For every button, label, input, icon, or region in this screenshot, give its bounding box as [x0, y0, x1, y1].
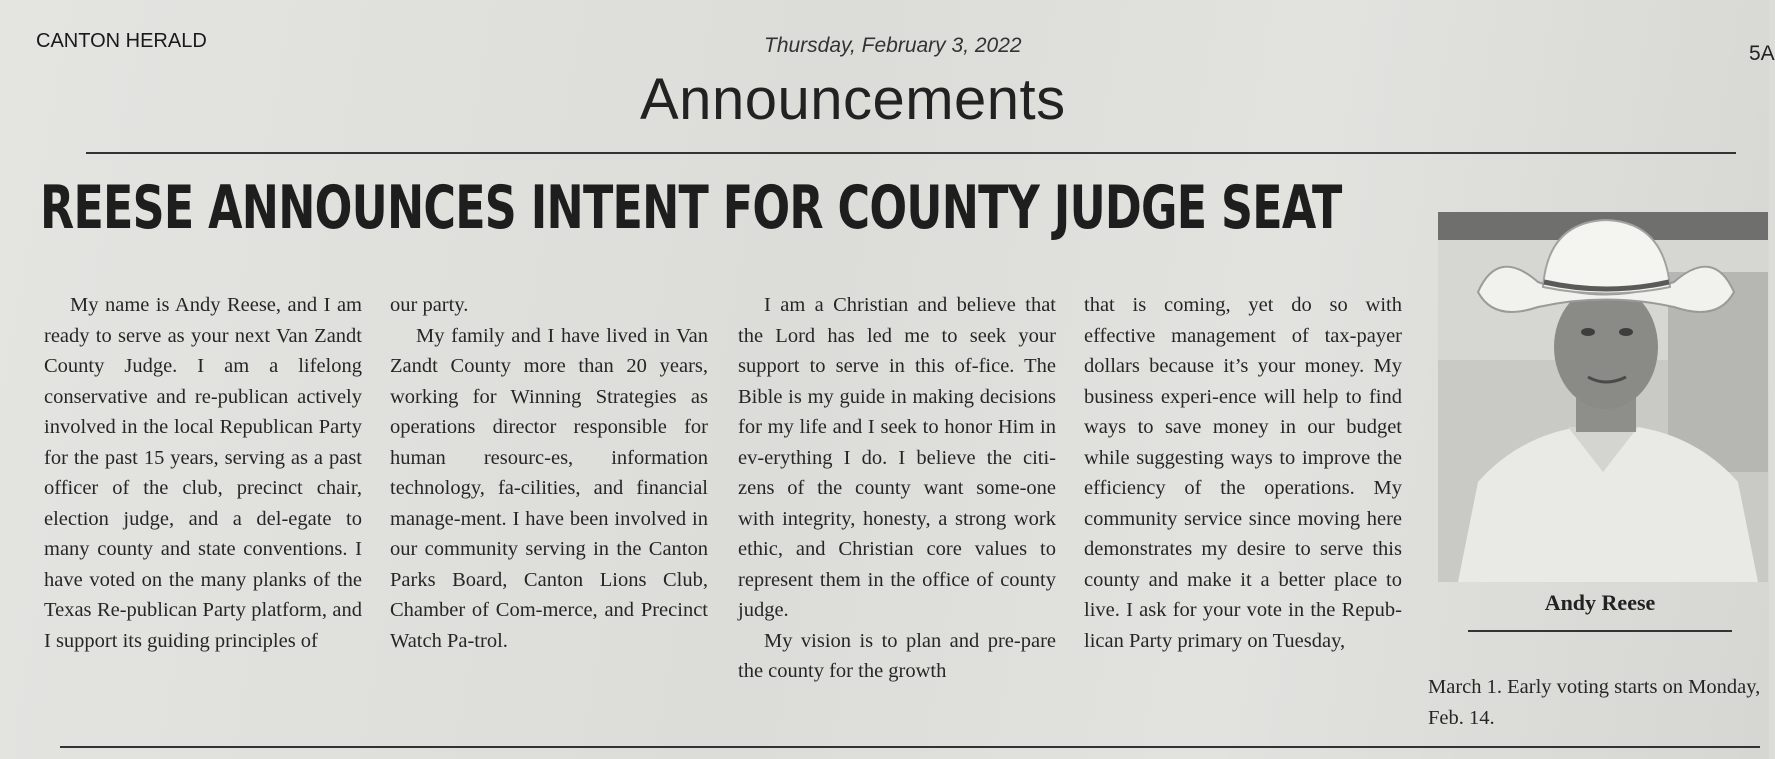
article-column-3 [738, 290, 1056, 687]
article-continuation: March 1. Early voting starts on Monday, Feb. 14. [1428, 676, 1761, 729]
section-title: Announcements [640, 67, 1066, 132]
paragraph: that is coming, yet do so with effective management of tax-payer dollars because it’s your money. My business experi-ence will help to find ways to save money in our budget while suggesting ways to improve the efficiency of the operations. My community service since moving here demonstrates my desire to serve this county and make it a better place to live. I ask for your vote in the Repub-lican Party primary on Tuesday, [1084, 294, 1402, 652]
newspaper-name: CANTON HERALD [36, 30, 207, 52]
issue-date: Thursday, February 3, 2022 [764, 34, 1022, 57]
bottom-divider [60, 746, 1760, 748]
section-divider [86, 152, 1736, 154]
article-column-1 [44, 290, 362, 656]
portrait-image [1438, 212, 1768, 582]
paragraph: My name is Andy Reese, and I am ready to serve as your next Van Zandt County Judge. I am a lifelong conservative and re-publican actively involved in the local Republican Party for the past 15 years, serving as a past officer of the club, precinct chair, election judge, and a del-egate to many county and state conventions. I have voted on the many planks of the Texas Re-publican Party platform, and I support its guiding principles of [44, 294, 362, 652]
photo-caption: Andy Reese [1544, 590, 1656, 615]
article-headline: REESE ANNOUNCES INTENT FOR COUNTY JUDGE SEAT [40, 173, 1342, 243]
page-number: 5A [1749, 42, 1775, 65]
paragraph: My family and I have lived in Van Zandt County more than 20 years, working for Winning Strategies as operations director responsible for human resourc-es, information technology, fa-cilities, and financial manage-ment. I have been involved in our community serving in the Canton Parks Board, Canton Lions Club, Chamber of Com-merce, and Precinct Watch Pa-trol. [390, 324, 708, 652]
paragraph: our party. [390, 294, 469, 316]
article-column-2 [390, 290, 708, 656]
caption-divider [1468, 630, 1732, 632]
candidate-photo [1438, 212, 1768, 582]
paragraph: My vision is to plan and pre-pare the county for the growth [738, 629, 1056, 682]
paragraph: I am a Christian and believe that the Lord has led me to seek your support to serve in this of-fice. The Bible is my guide in making decisions for my life and I seek to honor Him in ev-erything I do. I believe the citi-zens of the county want some-one with integrity, honesty, a strong work ethic, and Christian core values to represent them in the office of county judge. [738, 294, 1056, 621]
article-column-4 [1084, 290, 1402, 656]
